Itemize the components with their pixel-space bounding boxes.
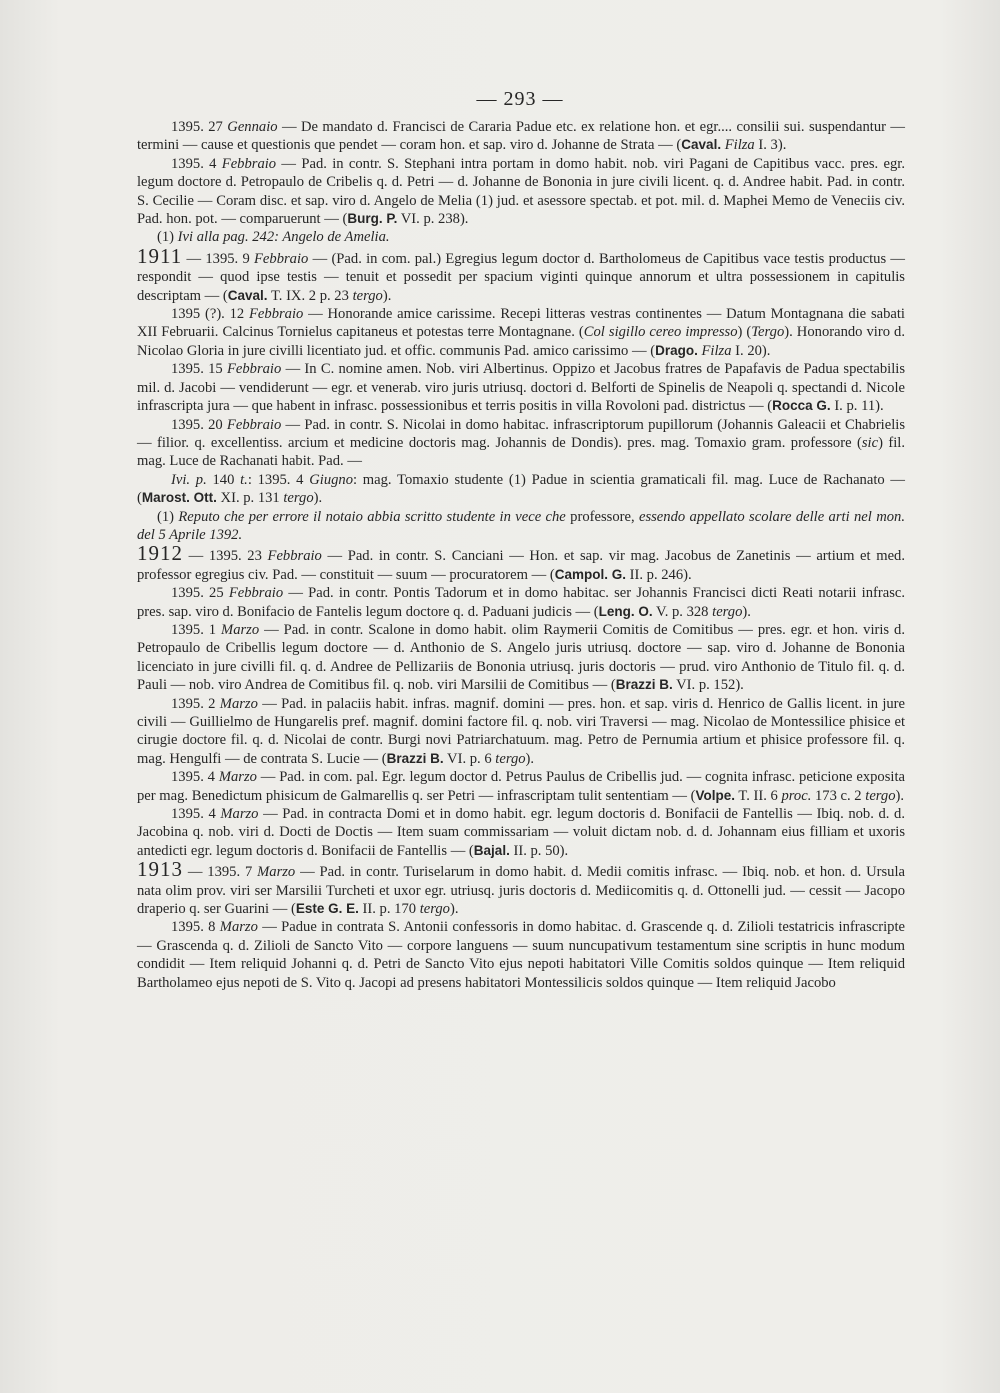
footnote <box>137 228 905 246</box>
entry-text: 1395. 1 Marzo — Pad. in contr. Scalone in domo habit. olim Raymerii Comitis de Comitibus — pres. egr. et hon. viris d. Petropaulo de Cribellis legum doctore — d. Anthonio de S. Angelo juris utriusq. doctore — sap. viro d. Johanne de Bononia licenciato in jure civilli fil. q. d. Andree de Pellizariis de Bononia utriusq. juris doctoris — prud. viro Anthonio de Titulo fil. q. d. Pauli — nob. viro Andrea de Comitibus fil. q. nob. viri Marsilii de Comitibus — (Brazzi B. VI. p. 152). <box>137 621 905 694</box>
entry-paragraph <box>137 305 905 360</box>
entry-text: Ivi. p. 140 t.: 1395. 4 Giugno: mag. Tomaxio studente (1) Padue in scientia gramaticali fil. mag. Luce de Rachanato — (Marost. Ott. XI. p. 131 tergo). <box>137 471 906 507</box>
entry-paragraph <box>137 918 905 992</box>
entry-text: — 1395. 7 Marzo — Pad. in contr. Turiselarum in domo habit. d. Medii comitis infrasc. — Ibiq. nob. et hon. d. Ursula nata olim prov. viri ser Marsilii Turcheti et uxor egr. utriusq. juris doctoris d. Mediicomitis q. d. Ottonelli jud. — cessit — Jacopo draperio q. ser Guarini — (Este G. E. II. p. 170 tergo). <box>137 864 905 918</box>
entry-text: 1395. 20 Febbraio — Pad. in contr. S. Nicolai in domo habitac. infrascriptorum pupillorum (Johannis Galeacii et Chabrielis — filior. q. excellentiss. arcium et medicine doctoris mag. Johannis de Dondis). pres. mag. Tomaxio gram. professore (sic) fil. mag. Luce de Rachanati habit. Pad. — <box>137 416 905 470</box>
entry-paragraph <box>137 360 905 415</box>
document-body <box>137 118 905 992</box>
entry-text: 1395. 27 Gennaio — De mandato d. Francisci de Cararia Padue etc. ex relatione hon. et egr.... consilii sui. suspendantur — termini — cause et questionis que pendet — coram hon. et sap. viro d. Johanne de Strata — (Caval. Filza I. 3). <box>137 119 905 154</box>
entry-text: 1395. 4 Febbraio — Pad. in contr. S. Stephani intra portam in domo habit. nob. viri Pagani de Capitibus vacc. pres. egr. legum doctore d. Petropaulo de Cribelis q. d. Petri — d. Johanne de Bononia in jure civili licent. q. d. Andree habit. Pad. in contr. S. Cecilie — Coram disc. et sap. viro d. Angelo de Melia (1) jud. et asessore spectab. et pot. mil. d. Maphei Memo de Veneciis civ. Pad. hon. pot. — comparuerunt — (Burg. P. VI. p. 238). <box>137 155 905 228</box>
entry-text: 1395. 15 Febbraio — In C. nomine amen. Nob. viri Albertinus. Oppizo et Jacobus fratres de Papafavis de Padua spectabilis mil. d. Jacobi — vendiderunt — egr. et venerab. viro juris utriusq. doctori d. Belforti de Spinelis de Neapoli q. spectandi d. Nicole infrascripta jura — que habent in infrasc. possessionibus et terris positis in villa Rovoloni pad. districtus — (Rocca G. I. p. 11). <box>137 361 905 415</box>
entry-paragraph <box>137 695 905 769</box>
entry-text: — 1395. 23 Febbraio — Pad. in contr. S. Canciani — Hon. et sap. vir mag. Jacobus de Zanetinis — artium et med. professor egregius civ. Pad. — constituit — suum — procuratorem — (Campol. G. II. p. 246). <box>137 548 905 583</box>
entry-text: 1395. 25 Febbraio — Pad. in contr. Pontis Tadorum et in domo habitac. ser Johannis Francisci dicti Reati notarii infrasc. pres. sap. viro d. Bonifacio de Fantelis legum doctore q. d. Paduani judicis — (Leng. O. V. p. 328 tergo). <box>137 585 905 620</box>
entry-text: (1) Ivi alla pag. 242: Angelo de Amelia. <box>157 229 390 246</box>
entry-text: — 1395. 9 Febbraio — (Pad. in com. pal.) Egregius legum doctor d. Bartholomeus de Capitibus vace testis productus — respondit — quod ipse testis — tenuit et possedit per spacium viginti quinque annorum et ultra possessionem in capitulis descriptam — (Caval. T. IX. 2 p. 23 tergo). <box>137 250 905 304</box>
entry-text: (1) Reputo che per errore il notaio abbia scritto studente in vece che professore, essendo appellato scolare delle arti nel mon. del 5 Aprile 1392. <box>137 508 905 543</box>
page-number: — 293 — <box>476 88 564 110</box>
entry-paragraph <box>137 243 905 305</box>
entry-paragraph <box>137 416 905 471</box>
entry-paragraph <box>137 857 905 918</box>
document-number: 1912 <box>137 541 183 566</box>
entry-text: 1395. 2 Marzo — Pad. in palaciis habit. infras. magnif. domini — pres. hon. et sap. viris d. Henrico de Gallis licent. in jure civili — Guillielmo de Hungarelis pref. magnif. domini factore fil. q. nob. viri Traversi — mag. Nicolao de Montessilice phisice et cirugie doctore fil. q. d. Nicolai de contr. Burgi novi Patriarchatuum. mag. Petro de Pernumia artium et phisice professore fil. q. mag. Hengulfi — de contrata S. Lucie — (Brazzi B. VI. p. 6 tergo). <box>137 695 906 767</box>
entry-paragraph <box>137 805 905 860</box>
entry-text: 1395. 8 Marzo — Padue in contrata S. Antonii confessoris in domo habitac. d. Grascende q. d. Zilioli testatricis infrascripte — Grascenda q. d. Zilioli de Sancto Vito — corpore languens — suum nuncupativum testamentum sine scriptis in hunc modum condidit — Item reliquid Johanni q. d. Petri de Sancto Vito ejus nepoti habitatori Ville Comitis soldos quinque — Item reliquid Bartholameo ejus nepoti de S. Vito q. Jacopi ad presens habitatori Montessilicis soldos quinque — Item reliquid Jacobo <box>137 919 905 991</box>
entry-paragraph <box>137 118 905 155</box>
entry-paragraph <box>137 768 905 805</box>
entry-text: 1395. 4 Marzo — Pad. in com. pal. Egr. legum doctor d. Petrus Paulus de Cribellis jud. — cognita infrasc. peticione exposita per mag. Benedictum phisicum de Galmarellis q. ser Petri — infrascriptam tulit sententiam — (Volpe. T. II. 6 proc. 173 c. 2 tergo). <box>137 769 905 804</box>
footnote <box>137 508 905 545</box>
entry-text: 1395. 4 Marzo — Pad. in contracta Domi et in domo habit. egr. legum doctoris d. Bonifacii de Fantellis — Ibiq. nob. d. d. Jacobina q. nob. viri d. Docti de Doctis — Item suam commissariam — voluit dictam nob. d. d. Johannam eius filliam et uxoris antedicti egr. legum doctoris d. Bonifacii de Fantellis — (Bajal. II. p. 50). <box>137 806 905 859</box>
entry-paragraph <box>137 155 905 229</box>
document-number: 1911 <box>137 243 183 268</box>
entry-paragraph <box>137 621 905 695</box>
entry-paragraph <box>137 471 905 508</box>
entry-paragraph <box>137 541 905 584</box>
entry-paragraph <box>137 584 905 621</box>
document-number: 1913 <box>137 857 183 882</box>
entry-text: 1395 (?). 12 Febbraio — Honorande amice carissime. Recepi litteras vestras continentes — Datum Montagnana die sabati XII Februarii. Calcinus Tornielus capitaneus et potestas terre Montagnane. (Col sigillo cereo impresso) (Tergo). Honorando viro d. Nicolao Gloria in jure civilli licentiato jud. et offic. communis Pad. amico carissimo — (Drago. Filza I. 20). <box>137 306 905 359</box>
